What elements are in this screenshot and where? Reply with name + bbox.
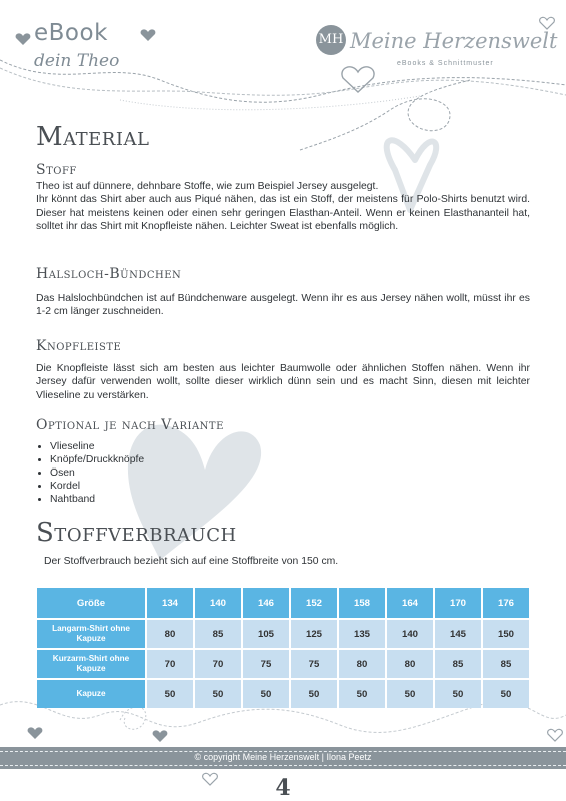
table-cell: 50 <box>195 680 241 708</box>
table-row <box>37 680 529 708</box>
table-header-cell: 176 <box>483 588 529 618</box>
small-heart-icon-right <box>141 29 156 41</box>
bottom-heart-icon-2 <box>153 730 168 742</box>
bottom-heart-icon-3 <box>548 729 563 741</box>
table-row <box>37 650 529 678</box>
footer-copyright: © copyright Meine Herzenswelt | Ilona Peetz <box>194 752 372 762</box>
table-cell: 50 <box>243 680 289 708</box>
list-item: • Kordel <box>50 480 144 493</box>
table-cell: 75 <box>291 650 337 678</box>
stoffverbrauch-intro: Der Stoffverbrauch bezieht sich auf eine Stoffbreite von 150 cm. <box>44 556 339 567</box>
list-item: • Knöpfe/Druckknöpfe <box>50 453 144 466</box>
swirl-curl <box>300 80 470 150</box>
table-cell: 105 <box>243 620 289 648</box>
table-row-label: Langarm-Shirt ohne Kapuze <box>37 620 145 648</box>
table-cell: 50 <box>435 680 481 708</box>
table-header-cell: 140 <box>195 588 241 618</box>
table-header-cell: 152 <box>291 588 337 618</box>
table-cell: 135 <box>339 620 385 648</box>
brand-logo-monogram: MH <box>316 25 346 55</box>
ebook-title: eBook <box>34 20 108 46</box>
table-cell: 150 <box>483 620 529 648</box>
table-row <box>37 620 529 648</box>
table-cell: 80 <box>339 650 385 678</box>
stoff-line-1: Theo ist auf dünnere, dehnbare Stoffe, wie zum Beispiel Jersey ausgelegt. <box>36 181 379 192</box>
page-number: 4 <box>275 775 291 801</box>
table-row-label: Kurzarm-Shirt ohne Kapuze <box>37 650 145 678</box>
table-header-cell: 146 <box>243 588 289 618</box>
stoff-heading: Stoff <box>36 162 77 178</box>
table-cell: 75 <box>243 650 289 678</box>
table-cell: 50 <box>147 680 193 708</box>
table-cell: 85 <box>195 620 241 648</box>
table-header-row <box>37 588 529 618</box>
header-dotted-line <box>120 96 420 110</box>
table-cell: 145 <box>435 620 481 648</box>
fabric-usage-table <box>35 586 531 710</box>
brand-name: Meine Herzenswelt <box>350 29 558 53</box>
list-item: • Nahtband <box>50 493 144 506</box>
optional-heading: Optional je nach Variante <box>36 417 224 433</box>
table-cell: 70 <box>195 650 241 678</box>
table-cell: 140 <box>387 620 433 648</box>
stoff-line-2: Ihr könnt das Shirt aber auch aus Piqué nähen, das ist ein Stoff, der meistens für Polo-Shirts benutzt wird. Dieser hat meistens keinen oder einen sehr geringen Elasthan-Anteil. Wenn er keinen Elasthananteil hat, solltet ihr das Shirt mit Knopfleiste nähen. Leichter Sweat ist ebenfalls möglich. <box>36 194 530 233</box>
table-header-cell: Größe <box>37 588 145 618</box>
table-header-cell: 164 <box>387 588 433 618</box>
optional-list <box>36 440 144 506</box>
table-cell: 50 <box>387 680 433 708</box>
stoff-paragraph <box>36 180 530 234</box>
halsloch-heading: Halsloch-Bündchen <box>36 266 182 282</box>
small-heart-icon-top-right <box>540 17 555 29</box>
knopfleiste-paragraph: Die Knopfleiste lässt sich am besten aus leichter Baumwolle oder ähnlichen Stoffen nähen. Wenn ihr Jersey dafür verwenden wollt, sollte dieser wirklich dünn sein und es macht Sinn, diesen mit leichter Vlieseline zu verstärken. <box>36 363 530 401</box>
list-item: • Vlieseline <box>50 440 144 453</box>
brand-tagline: eBooks & Schnittmuster <box>397 60 494 67</box>
ebook-subtitle: dein Theo <box>34 51 120 71</box>
material-heading: Material <box>36 122 150 152</box>
table-cell: 125 <box>291 620 337 648</box>
small-heart-icon <box>16 33 31 45</box>
table-header-cell: 134 <box>147 588 193 618</box>
table-header-cell: 170 <box>435 588 481 618</box>
table-cell: 50 <box>483 680 529 708</box>
stoffverbrauch-heading: Stoffverbrauch <box>36 518 237 548</box>
halsloch-paragraph: Das Halslochbündchen ist auf Bündchenware ausgelegt. Wenn ihr es aus Jersey nähen wollt, müsst ihr es 1-2 cm länger zuschneiden. <box>36 293 530 318</box>
table-cell: 80 <box>387 650 433 678</box>
list-item: • Ösen <box>50 467 144 480</box>
table-cell: 50 <box>291 680 337 708</box>
header-swirl-line <box>0 68 566 95</box>
table-header-cell: 158 <box>339 588 385 618</box>
table-cell: 85 <box>483 650 529 678</box>
bottom-heart-icon-1 <box>28 727 43 739</box>
table-cell: 70 <box>147 650 193 678</box>
table-cell: 85 <box>435 650 481 678</box>
table-cell: 80 <box>147 620 193 648</box>
knopfleiste-heading: Knopfleiste <box>36 338 122 354</box>
table-cell: 50 <box>339 680 385 708</box>
table-row-label: Kapuze <box>37 680 145 708</box>
